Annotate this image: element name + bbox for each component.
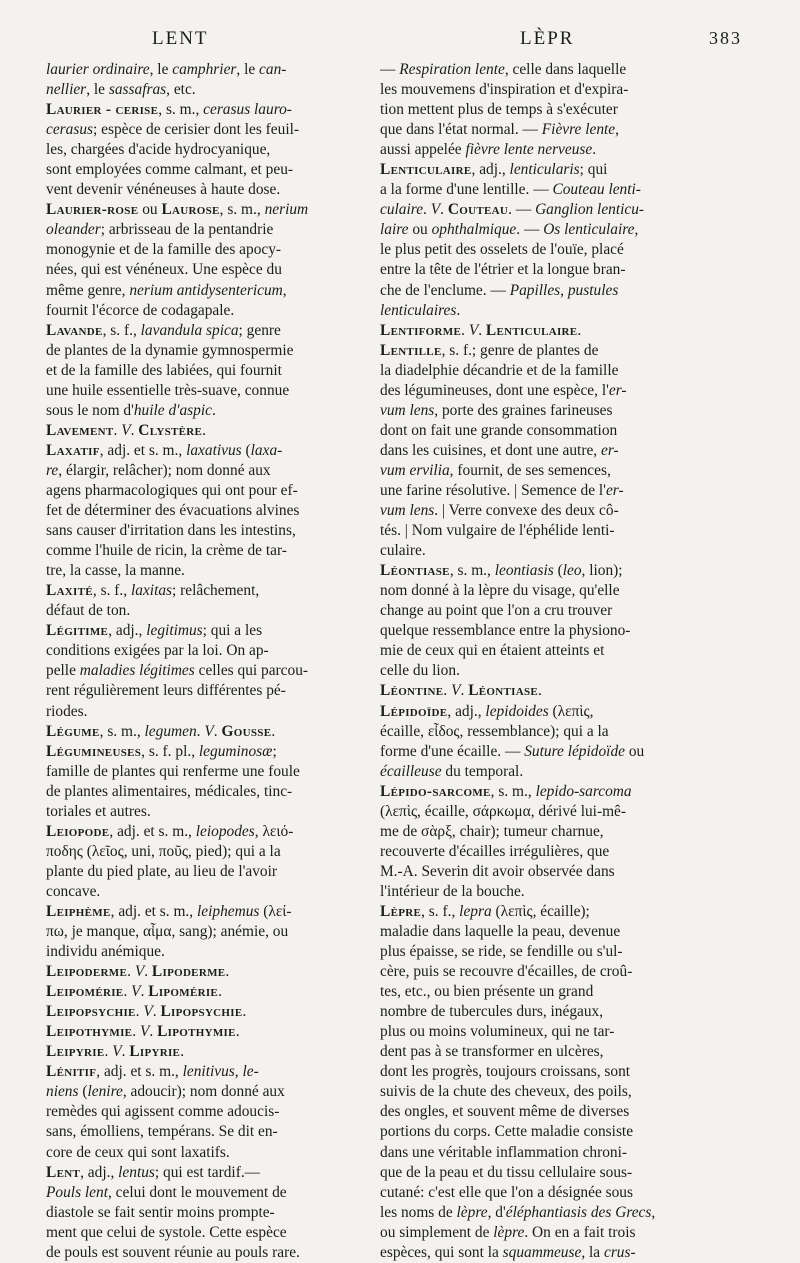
text-line: tion mettent plus de temps à s'exécuter — [380, 101, 618, 119]
text-line: che de l'enclume. — Papilles, pustules — [380, 281, 619, 299]
text-line: concave. — [46, 882, 101, 900]
text-line: une huile essentielle très-suave, connue — [46, 381, 290, 399]
text-line: individu anémique. — [46, 943, 165, 961]
text-line: M.-A. Severin dit avoir observée dans — [380, 862, 615, 880]
text-line: riodes. — [46, 702, 88, 720]
text-line: Léontine. V. Léontiase. — [380, 682, 542, 700]
text-line: écailleuse du temporal. — [380, 762, 524, 780]
text-line: Légume, s. m., legumen. V. Gousse. — [46, 722, 276, 740]
text-line: aussi appelée fièvre lente nerveuse. — [380, 141, 597, 159]
text-line: πω, je manque, αἷμα, sang); anémie, ou — [46, 923, 289, 941]
text-line: Laurier - cerise, s. m., cerasus lauro- — [46, 101, 292, 119]
text-line: dont on fait une grande consommation — [380, 421, 618, 439]
text-line: vum lens. | Verre convexe des deux cô- — [380, 502, 619, 520]
text-line: dans les cuisines, et dont une autre, er- — [380, 441, 619, 459]
text-line: Leipomérie. V. Lipomérie. — [46, 983, 222, 1001]
text-line: suivis de la chute des cheveux, des poils, — [380, 1083, 632, 1101]
text-line: le plus petit des osselets de l'ouïe, placé — [380, 241, 624, 259]
left-column — [46, 60, 362, 1263]
text-line: (λεπὶς, écaille, σάρκωμα, dérivé lui-mê- — [380, 802, 627, 820]
text-line: des ongles, et souvent même de diverses — [380, 1103, 630, 1121]
text-line: que de la peau et du tissu cellulaire sous- — [380, 1163, 633, 1181]
text-line: culaire. V. Couteau. — Ganglion lenticu- — [380, 201, 645, 219]
text-line: a la forme d'une lentille. — Couteau lenti- — [380, 181, 641, 199]
text-line: les noms de lèpre, d'éléphantiasis des Grecs, — [380, 1203, 656, 1221]
text-line: de plantes de la dynamie gymnospermie — [46, 341, 294, 359]
text-line: diastole se fait sentir moins prompte- — [46, 1203, 275, 1221]
text-line: de pouls est souvent réunie au pouls rare. — [46, 1243, 300, 1261]
text-line: rent régulièrement leurs différentes pé- — [46, 682, 286, 700]
text-line: fet de déterminer des évacuations alvines — [46, 502, 300, 520]
text-line: sont employées comme calmant, et peu- — [46, 161, 294, 179]
text-line: une farine résolutive. | Semence de l'er- — [380, 481, 624, 499]
text-line: des légumineuses, dont une espèce, l'er- — [380, 381, 627, 399]
text-line: Leiopode, adj. et s. m., leiopodes, λειό- — [46, 822, 294, 840]
text-line: Pouls lent, celui dont le mouvement de — [46, 1183, 287, 1201]
running-head — [48, 28, 742, 54]
text-line: monogynie et de la famille des apocy- — [46, 241, 282, 259]
text-line: l'intérieur de la bouche. — [380, 882, 525, 900]
text-line: quelque ressemblance entre la physiono- — [380, 622, 631, 640]
text-line: que dans l'état normal. — Fièvre lente, — [380, 121, 619, 139]
text-line: portions du corps. Cette maladie consiste — [380, 1123, 634, 1141]
text-line: Laxité, s. f., laxitas; relâchement, — [46, 582, 260, 600]
text-line: Lavement. V. Clystère. — [46, 421, 207, 439]
text-line: tre, la casse, la manne. — [46, 562, 185, 580]
text-line: core de ceux qui sont laxatifs. — [46, 1143, 230, 1161]
text-line: plante du pied plate, au lieu de l'avoir — [46, 862, 277, 880]
text-line: cutané: c'est elle que l'on a désignée sous — [380, 1183, 633, 1201]
text-line: entre la tête de l'étrier et la longue bran- — [380, 261, 626, 279]
text-line: famille de plantes qui renferme une foule — [46, 762, 300, 780]
text-line: vum lens, porte des graines farineuses — [380, 401, 613, 419]
text-line: écaille, εἶδος, ressemblance); qui a la — [380, 722, 609, 740]
text-line: tés. | Nom vulgaire de l'éphélide lenti- — [380, 522, 615, 540]
text-line: de plantes alimentaires, médicales, tinc- — [46, 782, 293, 800]
text-line: Lentiforme. V. Lenticulaire. — [380, 321, 582, 339]
text-line: oleander; arbrisseau de la pentandrie — [46, 221, 274, 239]
right-column — [380, 60, 714, 1263]
text-line: conditions exigées par la loi. On ap- — [46, 642, 269, 660]
text-line: la diadelphie décandrie et de la famille — [380, 361, 619, 379]
header-right-word: LÈPR — [520, 28, 575, 49]
text-line: nellier, le sassafras, etc. — [46, 81, 196, 99]
text-line: sans causer d'irritation dans les intestins, — [46, 522, 296, 540]
header-left-word: LENT — [152, 28, 209, 49]
text-line: sous le nom d'huile d'aspic. — [46, 401, 216, 419]
text-line: pelle maladies légitimes celles qui parcou- — [46, 662, 309, 680]
text-line: les, chargées d'acide hydrocyanique, — [46, 141, 271, 159]
text-line: comme l'huile de ricin, la crème de tar- — [46, 542, 287, 560]
text-line: vum ervilia, fournit, de ses semences, — [380, 461, 611, 479]
text-line: Lenticulaire, adj., lenticularis; qui — [380, 161, 608, 179]
text-line: Laurier-rose ou Laurose, s. m., nerium — [46, 201, 309, 219]
text-line: défaut de ton. — [46, 602, 131, 620]
text-line: nom donné à la lèpre du visage, qu'elle — [380, 582, 620, 600]
text-line: remèdes qui agissent comme adoucis- — [46, 1103, 280, 1121]
text-line: cère, puis se recouvre d'écailles, de croû- — [380, 963, 633, 981]
text-line: forme d'une écaille. — Suture lépidoïde ou — [380, 742, 645, 760]
text-line: nées, qui est vénéneux. Une espèce du — [46, 261, 282, 279]
text-line: Lèpre, s. f., lepra (λεπὶς, écaille); — [380, 902, 590, 920]
text-line: laurier ordinaire, le camphrier, le can- — [46, 61, 287, 78]
text-line: maladie dans laquelle la peau, devenue — [380, 923, 621, 941]
text-line: ment que celui de systole. Cette espèce — [46, 1223, 287, 1241]
page-number: 383 — [709, 28, 742, 48]
text-line: dent pas à se transformer en ulcères, — [380, 1043, 604, 1061]
text-line: mie de ceux qui en étaient atteints et — [380, 642, 605, 660]
text-line: — Respiration lente, celle dans laquelle — [380, 61, 627, 78]
text-line: dans une véritable inflammation chroni- — [380, 1143, 628, 1161]
text-line: espèces, qui sont la squammeuse, la crus- — [380, 1243, 636, 1261]
text-line: Lent, adj., lentus; qui est tardif.— — [46, 1163, 261, 1181]
text-line: et de la famille des labiées, qui fournit — [46, 361, 282, 379]
text-line: fournit l'écorce de codagapale. — [46, 301, 235, 319]
text-line: agens pharmacologiques qui ont pour ef- — [46, 481, 298, 499]
text-line: me de σὰρξ, chair); tumeur charnue, — [380, 822, 604, 840]
text-line: ou simplement de lèpre. On en a fait trois — [380, 1223, 636, 1241]
text-line: plus épaisse, se ride, se fendille ou s'ul- — [380, 943, 623, 961]
text-line: Lentille, s. f.; genre de plantes de — [380, 341, 599, 359]
text-line: les mouvemens d'inspiration et d'expira- — [380, 81, 629, 99]
text-line: niens (lenire, adoucir); nom donné aux — [46, 1083, 285, 1101]
text-line: tes, etc., ou bien présente un grand — [380, 983, 594, 1001]
text-line: change au point que l'on a cru trouver — [380, 602, 613, 620]
text-line: même genre, nerium antidysentericum, — [46, 281, 287, 299]
text-line: lenticulaires. — [380, 301, 461, 319]
text-line: Leiphème, adj. et s. m., leiphemus (λεί- — [46, 902, 292, 920]
text-line: Leipothymie. V. Lipothymie. — [46, 1023, 240, 1041]
text-line: Leipoderme. V. Lipoderme. — [46, 963, 230, 981]
text-line: nombre de tubercules durs, inégaux, — [380, 1003, 604, 1021]
text-line: vent devenir vénéneuses à haute dose. — [46, 181, 281, 199]
text-line: ποδης (λεῖος, uni, ποῦς, pied); qui a la — [46, 842, 281, 860]
text-line: sans, émolliens, tempérans. Se dit en- — [46, 1123, 278, 1141]
text-line: Laxatif, adj. et s. m., laxativus (laxa- — [46, 441, 283, 459]
text-line: culaire. — [380, 542, 426, 560]
text-line: Légumineuses, s. f. pl., leguminosæ; — [46, 742, 277, 760]
text-line: re, élargir, relâcher); nom donné aux — [46, 461, 271, 479]
text-line: Lavande, s. f., lavandula spica; genre — [46, 321, 281, 339]
text-line: Leipopsychie. V. Lipopsychie. — [46, 1003, 247, 1021]
text-line: plus ou moins volumineux, qui ne tar- — [380, 1023, 615, 1041]
text-line: Leipyrie. V. Lipyrie. — [46, 1043, 185, 1061]
text-line: cerasus; espèce de cerisier dont les feuil- — [46, 121, 300, 139]
text-line: Légitime, adj., legitimus; qui a les — [46, 622, 263, 640]
text-line: toriales et autres. — [46, 802, 151, 820]
text-line: Léontiase, s. m., leontiasis (leo, lion); — [380, 562, 623, 580]
text-line: Lépidoïde, adj., lepidoides (λεπὶς, — [380, 702, 594, 720]
text-line: Lépido-sarcome, s. m., lepido-sarcoma — [380, 782, 632, 800]
text-line: laire ou ophthalmique. — Os lenticulaire, — [380, 221, 639, 239]
text-line: celle du lion. — [380, 662, 460, 680]
text-line: dont les progrès, toujours croissans, sont — [380, 1063, 631, 1081]
text-line: recouverte d'écailles irrégulières, que — [380, 842, 610, 860]
text-line: Lénitif, adj. et s. m., lenitivus, le- — [46, 1063, 259, 1081]
